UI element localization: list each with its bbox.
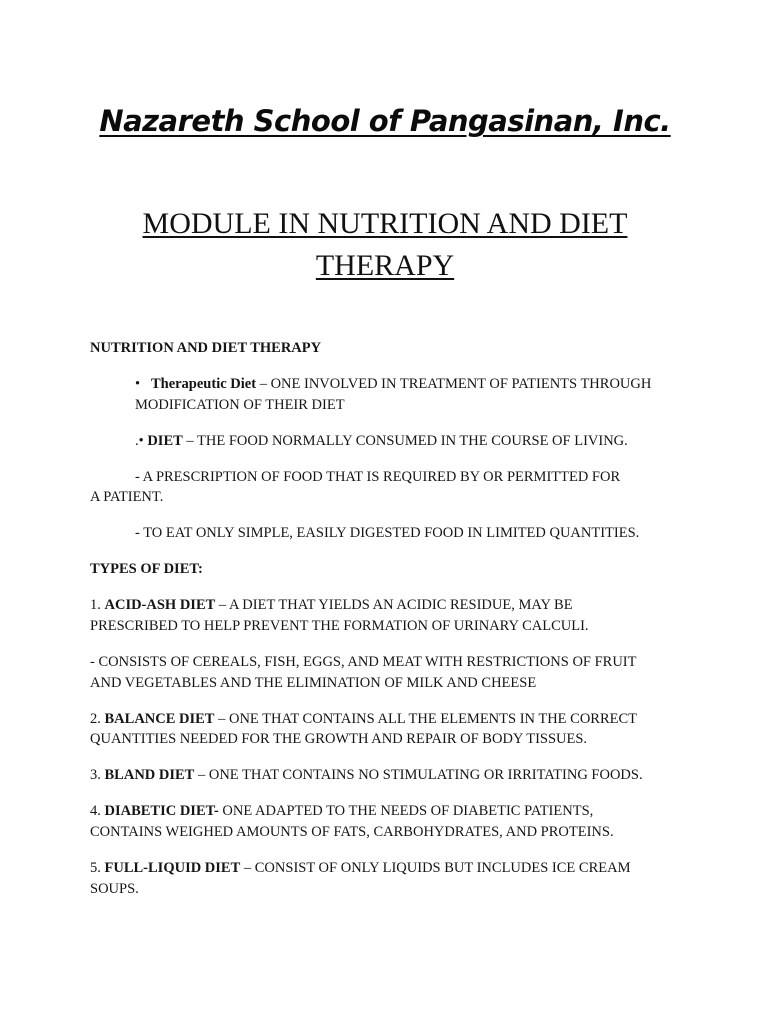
definition-text: – THE FOOD NORMALLY CONSUMED IN THE COURSE OF LIVING. [182,433,628,449]
item-text: – CONSIST OF ONLY LIQUIDS BUT INCLUDES ICE CREAM [240,860,631,876]
item-text: – ONE THAT CONTAINS NO STIMULATING OR IRRITATING FOODS. [194,767,643,783]
prescription-line-2: A PATIENT. [90,489,164,505]
diet-type-item-4-line-1 [90,801,593,822]
item-term: ACID-ASH DIET [104,597,216,613]
definition-text: – ONE INVOLVED IN TREATMENT OF PATIENTS THROUGH [256,376,652,392]
acid-ash-detail-line-2: AND VEGETABLES AND THE ELIMINATION OF MILK AND CHEESE [90,675,537,691]
types-heading: TYPES OF DIET: [90,561,203,577]
diet-type-item-3-line-1 [90,765,643,786]
school-name: Nazareth School of Pangasinan, Inc. [99,104,671,138]
bullet: .• [135,433,144,449]
diet-type-item-5-line-2: SOUPS. [90,881,139,897]
item-number: 2. [90,711,105,727]
item-term: FULL-LIQUID DIET [104,860,241,876]
diet-definition [135,431,628,452]
acid-ash-detail-line-1: - CONSISTS OF CEREALS, FISH, EGGS, AND MEAT WITH RESTRICTIONS OF FRUIT [90,654,637,670]
item-term: BALANCE DIET [104,711,215,727]
item-number: 3. [90,767,105,783]
term-diet: DIET [147,433,183,449]
prescription-line-1: - A PRESCRIPTION OF FOOD THAT IS REQUIRED BY OR PERMITTED FOR [135,469,621,485]
diet-type-item-4-line-2: CONTAINS WEIGHED AMOUNTS OF FATS, CARBOHYDRATES, AND PROTEINS. [90,824,614,840]
simple-food-line: - TO EAT ONLY SIMPLE, EASILY DIGESTED FOOD IN LIMITED QUANTITIES. [135,525,640,541]
section-heading-nutrition: NUTRITION AND DIET THERAPY [90,340,322,356]
item-number: 5. [90,860,105,876]
diet-type-item-1-line-2: PRESCRIBED TO HELP PREVENT THE FORMATION OF URINARY CALCULI. [90,618,589,634]
term-therapeutic-diet: Therapeutic Diet [150,376,257,392]
item-text: – A DIET THAT YIELDS AN ACIDIC RESIDUE, MAY BE [215,597,573,613]
diet-type-item-2-line-2: QUANTITIES NEEDED FOR THE GROWTH AND REPAIR OF BODY TISSUES. [90,731,588,747]
diet-type-item-2-line-1 [90,709,637,730]
bullet: • [135,376,141,392]
therapeutic-diet-line-2: MODIFICATION OF THEIR DIET [135,397,345,413]
item-text: – ONE THAT CONTAINS ALL THE ELEMENTS IN THE CORRECT [214,711,638,727]
item-text: ONE ADAPTED TO THE NEEDS OF DIABETIC PATIENTS, [218,803,594,819]
diet-type-item-1-line-1 [90,595,573,616]
item-number: 1. [90,597,105,613]
item-number: 4. [90,803,105,819]
item-term: DIABETIC DIET- [104,803,219,819]
item-term: BLAND DIET [104,767,195,783]
diet-type-item-5-line-1 [90,858,630,879]
module-title-line-1: MODULE IN NUTRITION AND DIET [142,207,628,240]
therapeutic-diet-line-1 [135,374,651,395]
module-title-line-2: THERAPY [315,249,455,282]
module-title [110,203,660,287]
